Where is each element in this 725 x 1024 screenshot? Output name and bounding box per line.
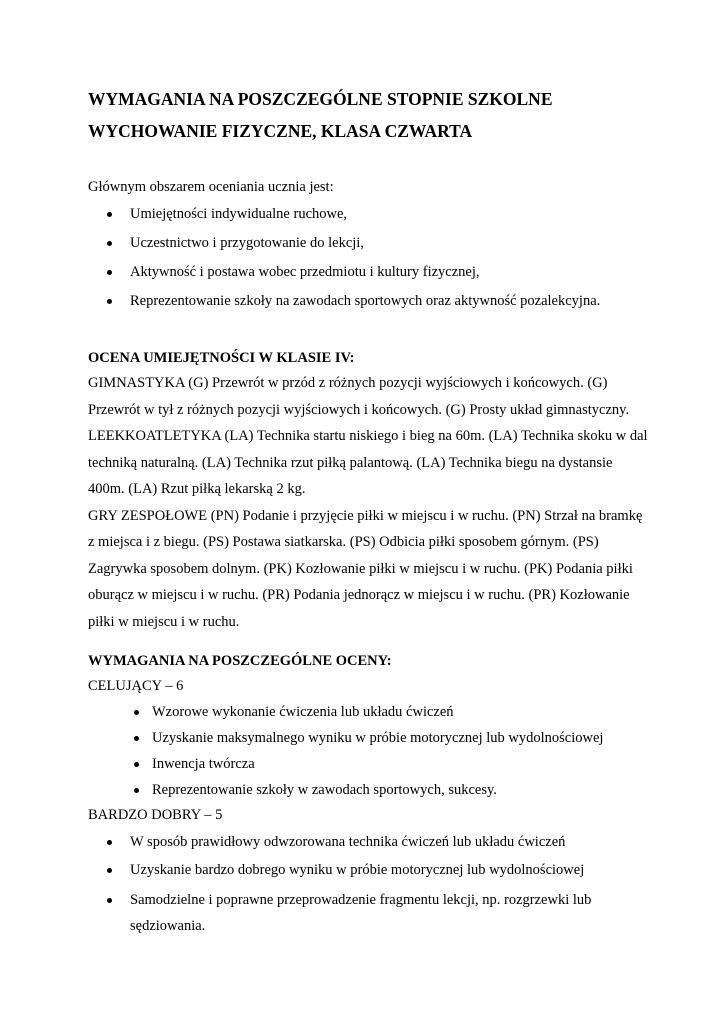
intro-text: Głównym obszarem oceniania ucznia jest: xyxy=(88,179,334,195)
celujacy-requirements-list xyxy=(130,702,650,806)
bullet-icon xyxy=(134,736,139,741)
grade-label-bardzo-dobry: BARDZO DOBRY – 5 xyxy=(88,807,223,823)
list-item xyxy=(88,233,648,262)
bullet-icon xyxy=(134,762,139,767)
list-item xyxy=(88,832,648,860)
bullet-icon xyxy=(107,898,112,903)
team-games-paragraph: GRY ZESPOŁOWE (PN) Podanie i przyjęcie piłki w miejscu i w ruchu. (PN) Strzał na bramkę z miejsca i z biegu. (PS) Postawa siatkarska. (PS) Odbicia piłki sposobem górnym. (PS) Zagrywka sposobem dolnym. (PK) Kozłowanie piłki w miejscu i w ruchu. (PK) Podania piłki oburącz w miejscu i w ruchu. (PR) Podania jednorącz w miejscu i w ruchu. (PR) Kozłowanie piłki w miejscu i w ruchu. xyxy=(88,507,643,630)
list-item-text: Wzorowe wykonanie ćwiczenia lub układu ćwiczeń xyxy=(152,704,454,720)
list-item xyxy=(130,754,650,780)
skills-heading: OCENA UMIEJĘTNOŚCI W KLASIE IV: xyxy=(88,350,355,366)
list-item xyxy=(88,204,648,233)
list-item-text: Aktywność i postawa wobec przedmiotu i kultury fizycznej, xyxy=(130,264,480,280)
list-item-text: Uczestnictwo i przygotowanie do lekcji, xyxy=(130,235,364,251)
list-item xyxy=(130,780,650,806)
bullet-icon xyxy=(134,710,139,715)
document-title-line-1: WYMAGANIA NA POSZCZEGÓLNE STOPNIE SZKOLNE xyxy=(88,89,553,109)
gymnastics-paragraph: GIMNASTYKA (G) Przewrót w przód z różnych pozycji wyjściowych i końcowych. (G) Przewrót w tył z różnych pozycji wyjściowych i końcowych. (G) Prosty układ gimnastyczny. xyxy=(88,375,630,418)
bullet-icon xyxy=(107,270,112,275)
list-item xyxy=(130,728,650,754)
bullet-icon xyxy=(107,868,112,873)
bullet-icon xyxy=(107,241,112,246)
skills-paragraphs xyxy=(88,370,648,635)
list-item-text: Uzyskanie maksymalnego wyniku w próbie motorycznej lub wydolnościowej xyxy=(152,730,604,746)
list-item xyxy=(88,262,648,291)
list-item xyxy=(130,702,650,728)
bullet-icon xyxy=(134,788,139,793)
grade-label-celujacy: CELUJĄCY – 6 xyxy=(88,678,184,694)
list-item-text: Umiejętności indywidualne ruchowe, xyxy=(130,206,348,222)
bullet-icon xyxy=(107,840,112,845)
list-item xyxy=(88,887,648,939)
document-title-line-2: WYCHOWANIE FIZYCZNE, KLASA CZWARTA xyxy=(88,121,473,141)
list-item-text: Samodzielne i poprawne przeprowadzenie fragmentu lekcji, np. rozgrzewki lub sędziowania. xyxy=(130,892,592,934)
list-item-text: Reprezentowanie szkoły na zawodach sportowych oraz aktywność pozalekcyjna. xyxy=(130,293,601,309)
list-item-text: Inwencja twórcza xyxy=(152,756,255,772)
list-item xyxy=(88,860,648,888)
list-item-text: Uzyskanie bardzo dobrego wyniku w próbie motorycznej lub wydolnościowej xyxy=(130,861,585,878)
assessment-areas-list xyxy=(88,204,648,320)
list-item-text: Reprezentowanie szkoły w zawodach sportowych, sukcesy. xyxy=(152,782,497,798)
bardzo-dobry-requirements-list xyxy=(88,832,648,939)
list-item-text: W sposób prawidłowy odwzorowana technika ćwiczeń lub układu ćwiczeń xyxy=(130,834,566,850)
grades-heading: WYMAGANIA NA POSZCZEGÓLNE OCENY: xyxy=(88,653,392,669)
athletics-paragraph: LEEKKOATLETYKA (LA) Technika startu niskiego i bieg na 60m. (LA) Technika skoku w dal techniką naturalną. (LA) Technika rzut piłką palantową. (LA) Technika biegu na dystansie 400m. (LA) Rzut piłką lekarską 2 kg. xyxy=(88,428,648,497)
bullet-icon xyxy=(107,299,112,304)
list-item xyxy=(88,291,648,320)
bullet-icon xyxy=(107,212,112,217)
